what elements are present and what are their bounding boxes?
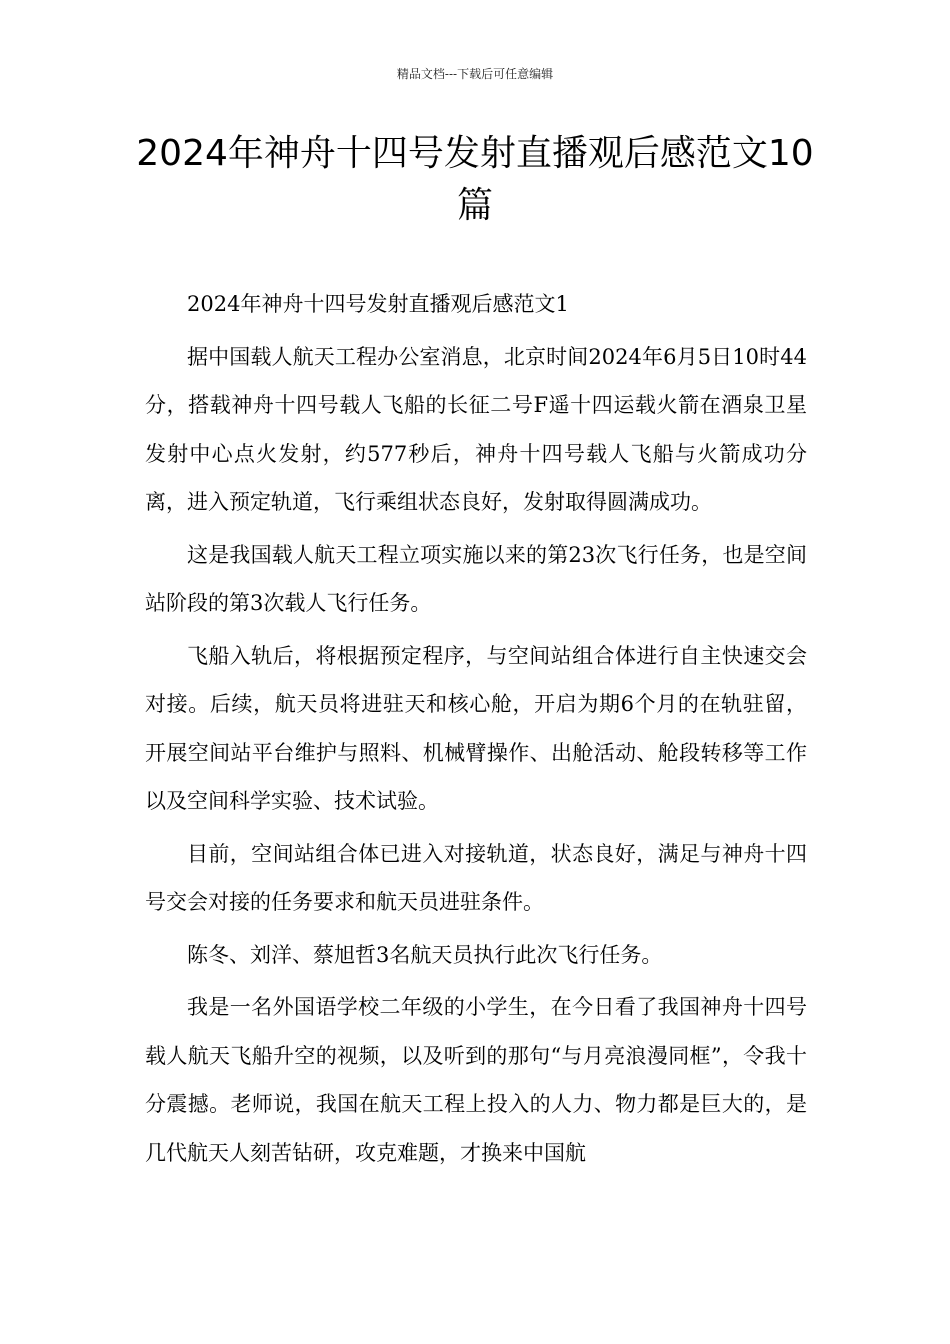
- paragraph: 这是我国载人航天工程立项实施以来的第23次飞行任务，也是空间站阶段的第3次载人飞行任务。: [145, 542, 807, 615]
- paragraph: 据中国载人航天工程办公室消息，北京时间2024年6月5日10时44分，搭载神舟十四号载人飞船的长征二号F遥十四运载火箭在酒泉卫星发射中心点火发射，约577秒后，神舟十四号载人飞船与火箭成功分离，进入预定轨道，飞行乘组状态良好，发射取得圆满成功。: [145, 344, 807, 514]
- paragraph: 目前，空间站组合体已进入对接轨道，状态良好，满足与神舟十四号交会对接的任务要求和航天员进驻条件。: [145, 841, 807, 914]
- document-body: [145, 280, 807, 1181]
- paragraph: 飞船入轨后，将根据预定程序，与空间站组合体进行自主快速交会对接。后续，航天员将进驻天和核心舱，开启为期6个月的在轨驻留，开展空间站平台维护与照料、机械臂操作、出舱活动、舱段转移等工作以及空间科学实验、技术试验。: [145, 643, 807, 813]
- paragraph: 我是一名外国语学校二年级的小学生，在今日看了我国神舟十四号载人航天飞船升空的视频，以及听到的那句“与月亮浪漫同框”，令我十分震撼。老师说，我国在航天工程上投入的人力、物力都是巨大的，是几代航天人刻苦钻研，攻克难题，才换来中国航: [145, 995, 807, 1165]
- document-title: 2024年神舟十四号发射直播观后感范文10篇: [136, 133, 814, 226]
- section-heading: 2024年神舟十四号发射直播观后感范文1: [187, 292, 569, 316]
- paragraph: 陈冬、刘洋、蔡旭哲3名航天员执行此次飞行任务。: [187, 942, 663, 967]
- header-note: 精品文档---下载后可任意编辑: [396, 67, 554, 81]
